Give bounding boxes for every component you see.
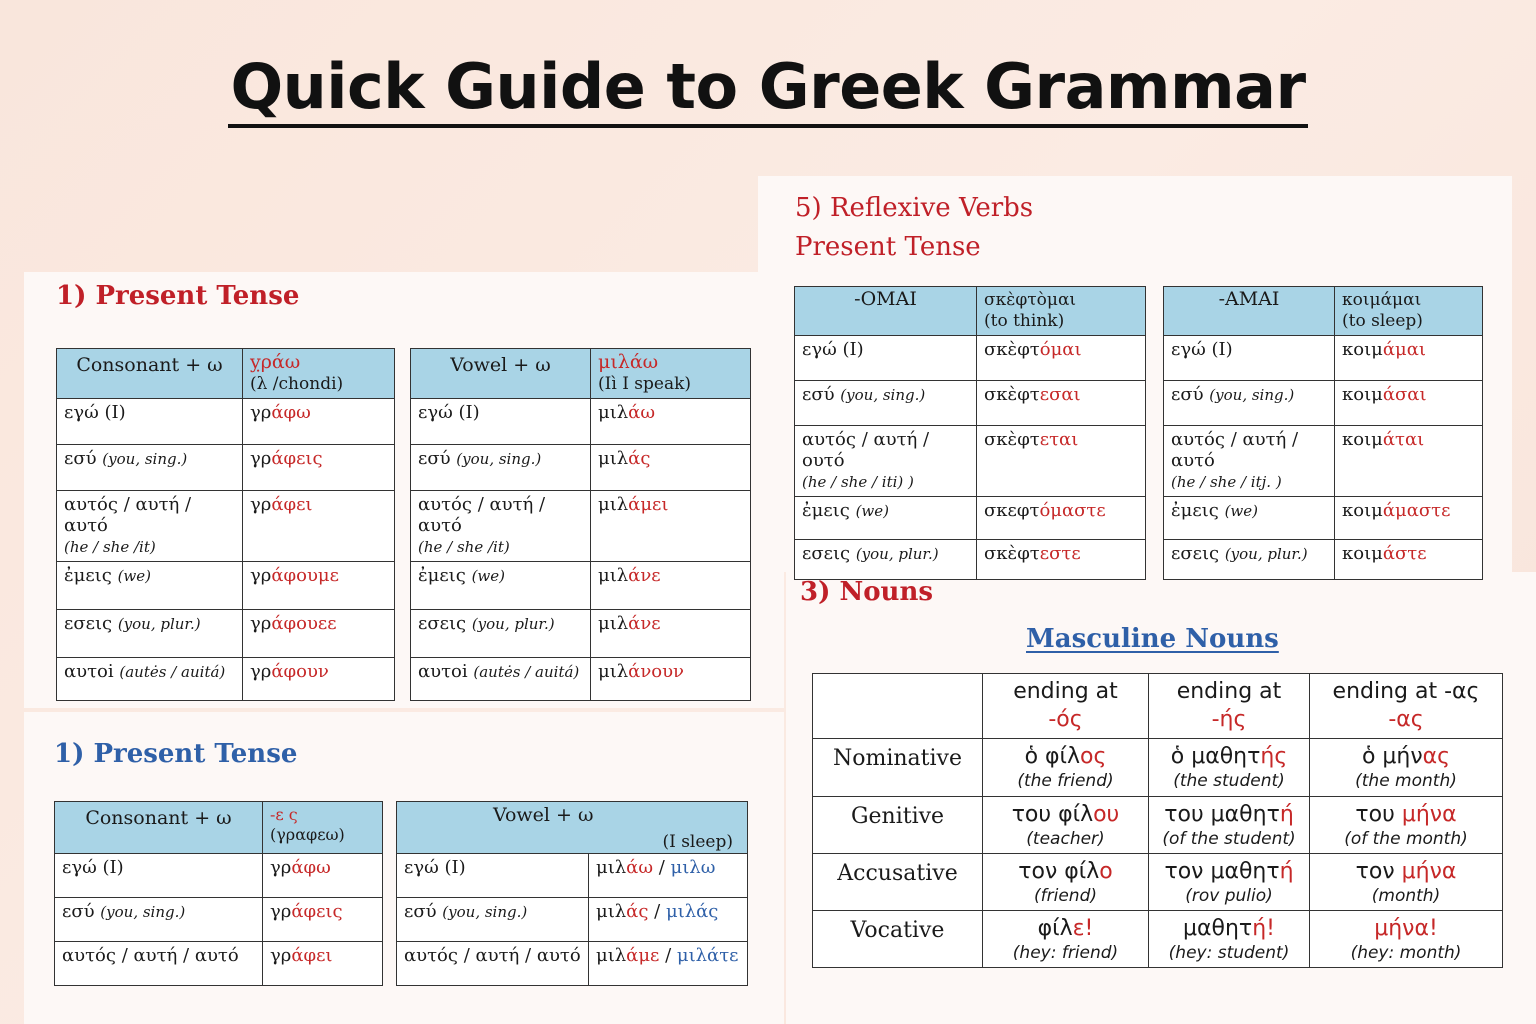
verb-stem: γρ bbox=[270, 901, 292, 922]
noun-form-cell bbox=[1310, 739, 1503, 797]
verb-ending: εστε bbox=[1039, 543, 1081, 564]
table-header-row bbox=[795, 287, 1146, 336]
pronoun-gloss: (he / she /it) bbox=[418, 538, 510, 556]
noun-stem: του φίλ bbox=[1011, 802, 1094, 827]
pronoun-gloss: (you, plur.) bbox=[117, 615, 201, 633]
pronoun-gloss: (he / she /it) bbox=[64, 538, 156, 556]
verb-ending: άμαι bbox=[1382, 339, 1426, 360]
table-row bbox=[57, 610, 395, 658]
verb-form-cell bbox=[1335, 497, 1483, 540]
pronoun-cell bbox=[57, 491, 243, 562]
noun-gloss: (hey: friend) bbox=[1012, 943, 1119, 963]
pronoun-gloss: (we) bbox=[471, 567, 505, 585]
noun-form-cell bbox=[1149, 854, 1310, 911]
verb-ending: άω bbox=[626, 857, 654, 878]
verb-form-cell bbox=[591, 399, 751, 445]
verb-stem: μιλ bbox=[598, 448, 629, 469]
header-pattern: Consonant + ω bbox=[55, 802, 263, 854]
verb-stem: μιλ bbox=[596, 857, 627, 878]
noun-ending: μήνα bbox=[1401, 859, 1457, 884]
table-row bbox=[57, 399, 395, 445]
table-row bbox=[411, 399, 751, 445]
noun-stem: ὁ φίλ bbox=[1024, 744, 1081, 769]
pronoun-cell bbox=[1164, 336, 1335, 381]
noun-gloss: (of the month) bbox=[1344, 829, 1468, 849]
verb-form-cell bbox=[977, 497, 1146, 540]
ending-suffix: -ας bbox=[1388, 707, 1424, 732]
pronoun: αυτός / αυτή / αυτό bbox=[418, 494, 546, 536]
ending-column-header bbox=[1149, 674, 1310, 739]
table-row bbox=[55, 854, 383, 898]
noun-stem: τον μαθητ bbox=[1164, 859, 1280, 884]
verb-alt-form: μιλάτε bbox=[676, 945, 739, 966]
noun-stem: φίλ bbox=[1037, 916, 1073, 941]
verb-ending: άστε bbox=[1382, 543, 1427, 564]
pronoun-cell bbox=[1164, 497, 1335, 540]
verb-ending: άς bbox=[626, 901, 649, 922]
verb-form-cell bbox=[243, 491, 395, 562]
pronoun-gloss: (you, plur.) bbox=[471, 615, 555, 633]
pronoun: αυτός / αυτή / αυτό bbox=[1171, 429, 1299, 471]
noun-ending: ή bbox=[1279, 859, 1294, 884]
noun-gloss: (hey: month) bbox=[1350, 943, 1462, 963]
pronoun: εγώ (I) bbox=[802, 339, 864, 360]
verb-alt-form: μιλάς bbox=[665, 901, 719, 922]
verb-stem: γρ bbox=[250, 661, 272, 682]
pronoun-gloss: (you, sing.) bbox=[442, 903, 528, 921]
verb-stem: μιλ bbox=[596, 901, 627, 922]
verb-ending: άφεις bbox=[271, 448, 323, 469]
table-row bbox=[411, 610, 751, 658]
verb-ending: άφει bbox=[291, 945, 333, 966]
verb-ending: άς bbox=[628, 448, 651, 469]
pronoun-cell bbox=[1164, 540, 1335, 580]
noun-ending: ε! bbox=[1072, 916, 1094, 941]
separator: / bbox=[648, 901, 666, 922]
reflexive-omai-table bbox=[794, 286, 1146, 580]
verb-stem: κοιμ bbox=[1342, 500, 1383, 521]
header-pattern: Vowel + ω (I sleep) bbox=[397, 802, 748, 854]
pronoun-gloss: (you, sing.) bbox=[1209, 386, 1295, 404]
pronoun: εσύ bbox=[802, 384, 835, 405]
case-label: Nominative bbox=[813, 739, 983, 797]
verb-ending: άνουν bbox=[628, 661, 684, 682]
verb-ending: άμει bbox=[628, 494, 669, 515]
verb-stem: γρ bbox=[250, 565, 272, 586]
table-row bbox=[813, 797, 1503, 854]
verb-stem: γρ bbox=[250, 402, 272, 423]
pronoun: αυτοi bbox=[418, 661, 468, 682]
noun-ending: ος bbox=[1080, 744, 1107, 769]
pronoun-cell bbox=[55, 942, 263, 986]
verb-alt-form: μιλω bbox=[670, 857, 716, 878]
header-pattern: -ΑΜΑΙ bbox=[1164, 287, 1335, 336]
pronoun-cell bbox=[57, 610, 243, 658]
pronoun-gloss: (autės / auitá) bbox=[473, 663, 580, 681]
pronoun-cell bbox=[57, 445, 243, 491]
ending-column-header bbox=[1310, 674, 1503, 739]
noun-form-cell bbox=[1310, 797, 1503, 854]
verb-form-cell bbox=[589, 942, 748, 986]
pronoun: ἐμεις bbox=[418, 565, 466, 586]
verb-form-cell bbox=[263, 942, 383, 986]
header-pattern: Vowel + ω bbox=[411, 349, 591, 399]
pronoun: εσύ bbox=[418, 448, 451, 469]
pronoun-gloss: (you, sing.) bbox=[102, 450, 188, 468]
verb-form-cell bbox=[977, 426, 1146, 497]
verb-ending: άφουεε bbox=[271, 613, 337, 634]
noun-gloss: (of the student) bbox=[1162, 829, 1296, 849]
noun-ending: ή bbox=[1279, 802, 1294, 827]
verb-stem: μιλ bbox=[598, 661, 629, 682]
verb-ending: άφουμε bbox=[271, 565, 339, 586]
verb-form-cell bbox=[591, 491, 751, 562]
header-verb: ỵράω (λ /chondi) bbox=[243, 349, 395, 399]
nouns-header-row bbox=[813, 674, 1503, 739]
pronoun: εγώ (I) bbox=[1171, 339, 1233, 360]
pronoun: αυτός / αυτή / αυτό bbox=[64, 494, 192, 536]
table-row bbox=[57, 658, 395, 701]
verb-stem: σκὲφτ bbox=[984, 543, 1040, 564]
verb-stem: σκεφτ bbox=[984, 500, 1040, 521]
verb-form-cell bbox=[591, 562, 751, 610]
verb-stem: σκὲφτ bbox=[984, 339, 1040, 360]
verb-ending: άω bbox=[628, 402, 656, 423]
case-label: Genitive bbox=[813, 797, 983, 854]
pronoun: ἐμεις bbox=[1171, 500, 1219, 521]
verb-form-cell bbox=[591, 610, 751, 658]
pronoun-gloss: (you, sing.) bbox=[456, 450, 542, 468]
verb-ending: άφω bbox=[291, 857, 331, 878]
pronoun-cell bbox=[57, 658, 243, 701]
verb-ending: άμε bbox=[626, 945, 660, 966]
pronoun-gloss: (autės / auitá) bbox=[119, 663, 226, 681]
verb-form-cell bbox=[263, 854, 383, 898]
pronoun: αυτός / αυτή / αυτό bbox=[404, 945, 581, 966]
verb-stem: γρ bbox=[270, 945, 292, 966]
noun-form-cell bbox=[1310, 854, 1503, 911]
table-row bbox=[795, 381, 1146, 426]
verb-form-cell bbox=[243, 399, 395, 445]
ending-label: ending at -ας bbox=[1332, 679, 1480, 704]
pronoun-gloss: (he / she / itj. ) bbox=[1171, 473, 1282, 491]
verb-ending: άφω bbox=[271, 402, 311, 423]
pronoun-cell bbox=[55, 854, 263, 898]
pronoun-gloss: (you, sing.) bbox=[100, 903, 186, 921]
nouns-heading: 3) Nouns bbox=[800, 577, 933, 607]
table-row bbox=[397, 854, 748, 898]
noun-ending: ας bbox=[1422, 744, 1451, 769]
header-pattern: -ΟΜΑΙ bbox=[795, 287, 977, 336]
verb-form-cell bbox=[1335, 426, 1483, 497]
table-row bbox=[55, 942, 383, 986]
verb-form-cell bbox=[977, 540, 1146, 580]
verb-ending: άται bbox=[1382, 429, 1425, 450]
noun-form-cell bbox=[1149, 797, 1310, 854]
noun-form-cell bbox=[983, 911, 1149, 968]
verb-stem: σκὲφτ bbox=[984, 429, 1040, 450]
page-title: Quick Guide to Greek Grammar bbox=[228, 52, 1307, 128]
verb-ending: άνε bbox=[628, 613, 661, 634]
pronoun-cell bbox=[1164, 426, 1335, 497]
verb-stem: μιλ bbox=[598, 565, 629, 586]
table-row bbox=[1164, 381, 1483, 426]
noun-ending: ή! bbox=[1252, 916, 1275, 941]
table-row bbox=[1164, 540, 1483, 580]
verb-stem: μιλ bbox=[596, 945, 627, 966]
noun-gloss: (month) bbox=[1371, 886, 1441, 906]
pronoun-cell bbox=[795, 426, 977, 497]
noun-ending: ου bbox=[1093, 802, 1120, 827]
verb-stem: κοιμ bbox=[1342, 339, 1383, 360]
verb-form-cell bbox=[243, 562, 395, 610]
header-pattern: Consonant + ω bbox=[57, 349, 243, 399]
present2-consonant-table bbox=[54, 801, 383, 986]
pronoun: αυτός / αυτή / ουτό bbox=[802, 429, 930, 471]
empty-corner-cell bbox=[813, 674, 983, 739]
verb-form-cell bbox=[591, 658, 751, 701]
table-row bbox=[813, 739, 1503, 797]
table-row bbox=[1164, 497, 1483, 540]
verb-form-cell bbox=[243, 610, 395, 658]
table-row bbox=[57, 491, 395, 562]
verb-stem: μιλ bbox=[598, 494, 629, 515]
pronoun-cell bbox=[795, 497, 977, 540]
pronoun: εσεις bbox=[418, 613, 467, 634]
pronoun: εσεις bbox=[64, 613, 113, 634]
table-row bbox=[813, 911, 1503, 968]
pronoun: εγώ (I) bbox=[62, 857, 124, 878]
verb-stem: σκὲφτ bbox=[984, 384, 1040, 405]
noun-stem: του bbox=[1355, 802, 1402, 827]
pronoun-cell bbox=[795, 336, 977, 381]
pronoun: εσεις bbox=[1171, 543, 1220, 564]
table-row bbox=[411, 658, 751, 701]
noun-gloss: (the friend) bbox=[1017, 771, 1114, 791]
verb-ending: όμαστε bbox=[1039, 500, 1106, 521]
noun-form-cell bbox=[983, 797, 1149, 854]
pronoun: αυτός / αυτή / αυτό bbox=[62, 945, 239, 966]
pronoun: ἐμεις bbox=[64, 565, 112, 586]
header-verb: σκὲφτὸμαι (to think) bbox=[977, 287, 1146, 336]
table-row bbox=[795, 497, 1146, 540]
table-row bbox=[1164, 426, 1483, 497]
pronoun: εσύ bbox=[1171, 384, 1204, 405]
separator: / bbox=[653, 857, 671, 878]
present1-heading: 1) Present Tense bbox=[56, 281, 300, 311]
pronoun-gloss: (we) bbox=[117, 567, 151, 585]
present1-vowel-table bbox=[410, 348, 751, 701]
verb-form-cell bbox=[591, 445, 751, 491]
header-verb: κοιμάμαι (to sleep) bbox=[1335, 287, 1483, 336]
pronoun-cell bbox=[57, 562, 243, 610]
reflexive-heading: 5) Reflexive Verbs bbox=[795, 193, 1034, 223]
table-header-row bbox=[411, 349, 751, 399]
table-row bbox=[411, 445, 751, 491]
table-row bbox=[1164, 336, 1483, 381]
verb-form-cell bbox=[589, 854, 748, 898]
noun-stem: τον bbox=[1355, 859, 1402, 884]
pronoun-gloss: (we) bbox=[1224, 502, 1258, 520]
verb-form-cell bbox=[243, 445, 395, 491]
verb-form-cell bbox=[263, 898, 383, 942]
noun-form-cell bbox=[983, 854, 1149, 911]
verb-ending: άνε bbox=[628, 565, 661, 586]
noun-gloss: (the student) bbox=[1173, 771, 1285, 791]
pronoun-gloss: (he / she / iti) ) bbox=[802, 473, 914, 491]
masculine-nouns-table bbox=[812, 673, 1503, 968]
pronoun-cell bbox=[397, 942, 589, 986]
pronoun-cell bbox=[411, 445, 591, 491]
case-label: Accusative bbox=[813, 854, 983, 911]
verb-stem: γρ bbox=[250, 613, 272, 634]
pronoun-cell bbox=[795, 381, 977, 426]
noun-gloss: (friend) bbox=[1034, 886, 1097, 906]
table-row bbox=[813, 854, 1503, 911]
table-header-row bbox=[1164, 287, 1483, 336]
verb-form-cell bbox=[1335, 381, 1483, 426]
pronoun-cell bbox=[397, 898, 589, 942]
table-row bbox=[795, 336, 1146, 381]
verb-ending: άσαι bbox=[1382, 384, 1427, 405]
pronoun-cell bbox=[411, 399, 591, 445]
case-label: Vocative bbox=[813, 911, 983, 968]
pronoun: εγώ (I) bbox=[404, 857, 466, 878]
verb-ending: άμαστε bbox=[1382, 500, 1451, 521]
table-row bbox=[55, 898, 383, 942]
pronoun: εγώ (I) bbox=[418, 402, 480, 423]
noun-form-cell bbox=[983, 739, 1149, 797]
noun-form-cell bbox=[1149, 911, 1310, 968]
noun-ending: μήνα bbox=[1401, 802, 1457, 827]
verb-form-cell bbox=[977, 381, 1146, 426]
verb-stem: γρ bbox=[270, 857, 292, 878]
table-row bbox=[411, 562, 751, 610]
table-row bbox=[795, 540, 1146, 580]
header-verb: μιλάω (Iì I speak) bbox=[591, 349, 751, 399]
verb-ending: άφει bbox=[271, 494, 313, 515]
noun-gloss: (teacher) bbox=[1026, 829, 1105, 849]
present1-consonant-table bbox=[56, 348, 395, 701]
pronoun: ἐμεις bbox=[802, 500, 850, 521]
table-row bbox=[795, 426, 1146, 497]
reflexive-amai-table bbox=[1163, 286, 1483, 580]
pronoun-gloss: (you, sing.) bbox=[840, 386, 926, 404]
verb-stem: μιλ bbox=[598, 402, 629, 423]
noun-gloss: (the month) bbox=[1355, 771, 1457, 791]
present2-vowel-table bbox=[396, 801, 748, 986]
ending-column-header bbox=[983, 674, 1149, 739]
pronoun-cell bbox=[411, 491, 591, 562]
pronoun-cell bbox=[55, 898, 263, 942]
verb-stem: κοιμ bbox=[1342, 429, 1383, 450]
separator: / bbox=[659, 945, 677, 966]
pronoun: εσύ bbox=[62, 901, 95, 922]
noun-stem: ὁ μήν bbox=[1361, 744, 1423, 769]
noun-stem: του μαθητ bbox=[1164, 802, 1280, 827]
ending-label: ending at bbox=[1176, 679, 1282, 704]
table-row bbox=[411, 491, 751, 562]
pronoun-cell bbox=[1164, 381, 1335, 426]
noun-form-cell bbox=[1310, 911, 1503, 968]
verb-stem: μιλ bbox=[598, 613, 629, 634]
noun-stem: μαθητ bbox=[1183, 916, 1253, 941]
verb-stem: γρ bbox=[250, 448, 272, 469]
pronoun-gloss: (you, plur.) bbox=[855, 545, 939, 563]
pronoun: εγώ (I) bbox=[64, 402, 126, 423]
noun-form-cell bbox=[1149, 739, 1310, 797]
pronoun: εσεις bbox=[802, 543, 851, 564]
table-row bbox=[57, 445, 395, 491]
pronoun-cell bbox=[411, 562, 591, 610]
table-row bbox=[397, 898, 748, 942]
pronoun: εσύ bbox=[64, 448, 97, 469]
noun-ending: ής bbox=[1260, 744, 1288, 769]
present2-heading: 1) Present Tense bbox=[54, 739, 298, 769]
verb-ending: εται bbox=[1039, 429, 1079, 450]
pronoun-gloss: (we) bbox=[855, 502, 889, 520]
pronoun: εσύ bbox=[404, 901, 437, 922]
table-header-row bbox=[57, 349, 395, 399]
noun-ending: ο bbox=[1099, 859, 1113, 884]
verb-ending: εσαι bbox=[1039, 384, 1081, 405]
verb-ending: άφεις bbox=[291, 901, 343, 922]
verb-form-cell bbox=[243, 658, 395, 701]
header-gloss: (I sleep) bbox=[662, 832, 733, 852]
table-row bbox=[397, 942, 748, 986]
masculine-nouns-subheading: Masculine Nouns bbox=[1026, 624, 1279, 654]
verb-form-cell bbox=[1335, 336, 1483, 381]
noun-ending: μήνα! bbox=[1374, 916, 1438, 941]
pronoun-cell bbox=[411, 610, 591, 658]
table-row bbox=[57, 562, 395, 610]
pronoun-gloss: (you, plur.) bbox=[1224, 545, 1308, 563]
noun-stem: ὁ μαθητ bbox=[1170, 744, 1261, 769]
ending-suffix: -ής bbox=[1211, 707, 1247, 732]
noun-stem: τον φίλ bbox=[1018, 859, 1100, 884]
noun-gloss: (hey: student) bbox=[1168, 943, 1290, 963]
verb-form-cell bbox=[1335, 540, 1483, 580]
verb-form-cell bbox=[589, 898, 748, 942]
table-header-row bbox=[55, 802, 383, 854]
page-title-wrap bbox=[0, 52, 1536, 128]
pronoun: αυτοi bbox=[64, 661, 114, 682]
verb-stem: γρ bbox=[250, 494, 272, 515]
pronoun-cell bbox=[397, 854, 589, 898]
ending-suffix: -ός bbox=[1048, 707, 1083, 732]
pronoun-cell bbox=[411, 658, 591, 701]
table-header-row bbox=[397, 802, 748, 854]
verb-stem: κοιμ bbox=[1342, 543, 1383, 564]
verb-stem: κοιμ bbox=[1342, 384, 1383, 405]
ending-label: ending at bbox=[1013, 679, 1118, 704]
pronoun-cell bbox=[57, 399, 243, 445]
reflexive-subheading: Present Tense bbox=[795, 232, 981, 262]
header-verb: -ε ς (γραφεω) bbox=[263, 802, 383, 854]
noun-gloss: (rov pulio) bbox=[1185, 886, 1273, 906]
verb-ending: όμαι bbox=[1039, 339, 1082, 360]
verb-ending: άφουν bbox=[271, 661, 329, 682]
verb-form-cell bbox=[977, 336, 1146, 381]
pronoun-cell bbox=[795, 540, 977, 580]
